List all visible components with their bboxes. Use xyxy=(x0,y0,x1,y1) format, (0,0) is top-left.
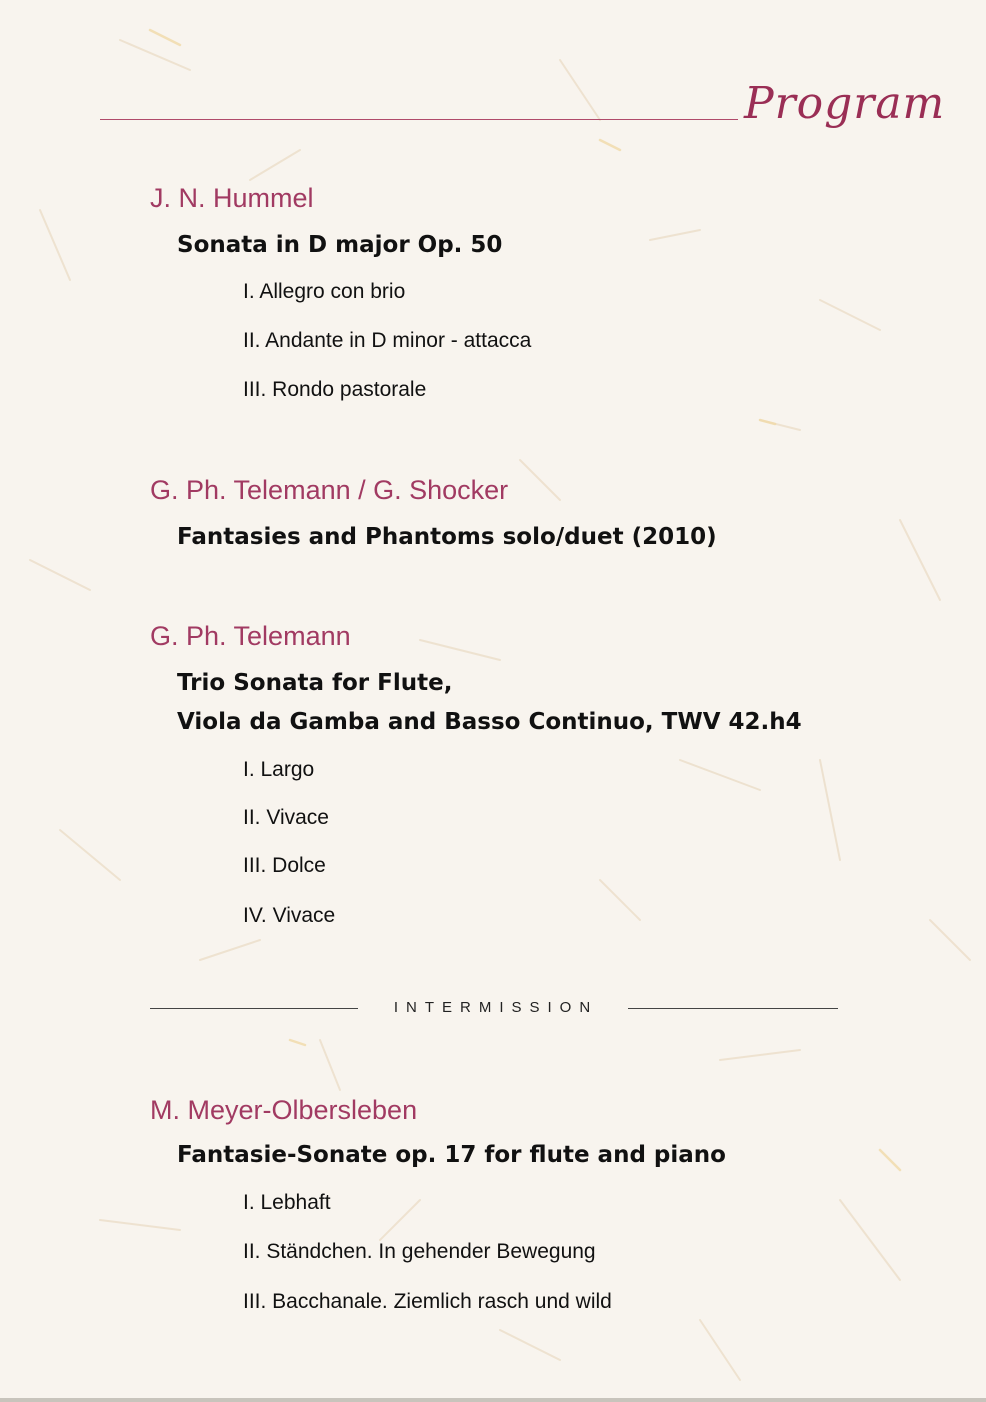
movement-item: I. Allegro con brio xyxy=(243,280,406,303)
composer-name: J. N. Hummel xyxy=(150,183,314,213)
program-title: Program xyxy=(738,72,950,136)
movement-item: III. Bacchanale. Ziemlich rasch und wild xyxy=(243,1290,612,1313)
divider-line xyxy=(150,1008,358,1009)
composer-name: G. Ph. Telemann / G. Shocker xyxy=(150,475,509,505)
composer-name: M. Meyer-Olbersleben xyxy=(150,1095,418,1125)
divider-line xyxy=(628,1008,838,1009)
work-title: Fantasie-Sonate op. 17 for flute and piano xyxy=(177,1142,726,1168)
movement-item: III. Rondo pastorale xyxy=(243,378,427,401)
work-title: Viola da Gamba and Basso Continuo, TWV 42.h4 xyxy=(177,709,802,735)
intermission-divider xyxy=(150,994,838,1022)
composer-name: G. Ph. Telemann xyxy=(150,621,351,651)
movement-item: II. Andante in D minor - attacca xyxy=(243,329,532,352)
movement-item: I. Lebhaft xyxy=(243,1191,331,1214)
movement-item: IV. Vivace xyxy=(243,904,336,927)
movement-item: III. Dolce xyxy=(243,854,326,877)
page-bottom-edge xyxy=(0,1398,986,1402)
work-title: Sonata in D major Op. 50 xyxy=(177,232,503,258)
intermission-label: INTERMISSION xyxy=(393,999,599,1016)
movement-item: II. Ständchen. In gehender Bewegung xyxy=(243,1240,596,1263)
work-title: Fantasies and Phantoms solo/duet (2010) xyxy=(177,524,717,550)
work-title: Trio Sonata for Flute, xyxy=(177,670,453,696)
movement-item: I. Largo xyxy=(243,758,315,781)
movement-item: II. Vivace xyxy=(243,806,329,829)
